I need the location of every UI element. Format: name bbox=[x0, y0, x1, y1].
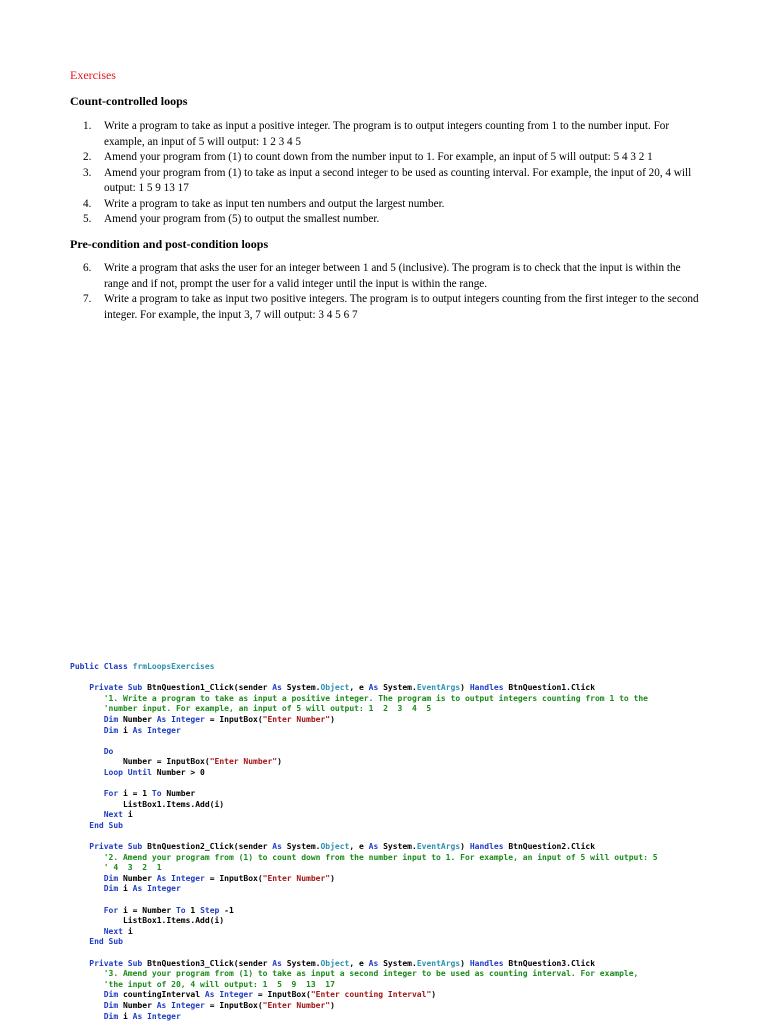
exercise-text: Amend your program from (1) to count down from the number input to 1. For example, an input of 5 will output: 5 4 3 2 1 bbox=[104, 151, 653, 163]
code-text: = InputBox( bbox=[209, 714, 263, 724]
code-keyword: Dim bbox=[103, 714, 123, 724]
code-line bbox=[70, 715, 760, 726]
code-text bbox=[70, 842, 89, 851]
code-text: -1 bbox=[224, 905, 234, 915]
code-line bbox=[70, 726, 760, 737]
code-line bbox=[70, 863, 760, 874]
code-text: BtnQuestion1.Click bbox=[508, 683, 596, 693]
code-text bbox=[70, 853, 104, 862]
code-line bbox=[70, 673, 760, 684]
code-text bbox=[70, 768, 104, 777]
code-keyword: End Sub bbox=[89, 820, 123, 830]
code-text: ) bbox=[460, 958, 470, 968]
code-text bbox=[70, 863, 104, 872]
code-comment: '3. Amend your program from (1) to take as input a second integer to be used as counting interval. For example, bbox=[103, 969, 639, 979]
code-text: BtnQuestion2_Click(sender bbox=[147, 842, 273, 852]
code-text bbox=[70, 704, 104, 713]
code-string: "Enter Number" bbox=[209, 757, 278, 767]
code-text bbox=[70, 810, 104, 819]
exercise-number: 3. bbox=[83, 166, 92, 179]
code-keyword: To bbox=[151, 789, 167, 799]
exercise-text: Amend your program from (1) to take as input a second integer to be used as counting interval. For example, the input of 20, 4 will output: 1 5 9 13 17 bbox=[104, 166, 692, 194]
code-text: i bbox=[122, 1011, 133, 1021]
code-text: System. bbox=[286, 683, 321, 693]
exercise-text: Amend your program from (5) to output the smallest number. bbox=[104, 213, 380, 225]
code-string: "Enter Number" bbox=[262, 873, 331, 883]
code-text: Number bbox=[122, 714, 157, 724]
code-text: i bbox=[127, 926, 133, 936]
code-type: frmLoopsExercises bbox=[132, 662, 215, 671]
exercise-list-pre-post-condition bbox=[70, 261, 700, 323]
code-keyword: As Integer bbox=[132, 1011, 181, 1021]
code-line bbox=[70, 990, 760, 1001]
exercise-item bbox=[70, 166, 700, 197]
code-line bbox=[70, 980, 760, 991]
code-keyword: Loop Until bbox=[103, 767, 157, 777]
code-line bbox=[70, 948, 760, 959]
exercise-item bbox=[70, 261, 700, 292]
code-text: = InputBox( bbox=[209, 873, 263, 883]
code-keyword: Handles bbox=[469, 683, 509, 693]
exercise-item bbox=[70, 212, 700, 228]
code-keyword: Private Sub bbox=[89, 958, 148, 968]
exercise-number: 6. bbox=[83, 262, 92, 274]
code-keyword: As bbox=[368, 683, 384, 693]
exercise-number: 7. bbox=[83, 293, 92, 305]
code-text: Number bbox=[122, 873, 157, 883]
code-text: ) bbox=[460, 842, 470, 852]
code-text bbox=[70, 726, 104, 735]
code-line bbox=[70, 969, 760, 980]
code-text bbox=[70, 683, 89, 692]
code-text: System. bbox=[383, 683, 417, 693]
code-type: EventArgs bbox=[416, 842, 461, 852]
code-keyword: As Integer bbox=[204, 990, 258, 1000]
code-text: = InputBox( bbox=[209, 1001, 263, 1010]
code-text bbox=[70, 874, 104, 883]
code-keyword: Public Class bbox=[70, 662, 133, 671]
code-keyword: Dim bbox=[103, 884, 123, 894]
code-text: System. bbox=[286, 842, 321, 852]
exercises-heading: Exercises bbox=[70, 68, 116, 82]
code-keyword: As Integer bbox=[132, 884, 181, 894]
exercise-number: 5. bbox=[83, 213, 92, 225]
code-text: Number bbox=[122, 1001, 157, 1010]
code-text: System. bbox=[286, 958, 321, 968]
code-text bbox=[70, 980, 104, 989]
code-text: System. bbox=[383, 842, 417, 852]
code-text bbox=[70, 990, 104, 999]
code-text bbox=[70, 927, 104, 936]
code-text bbox=[70, 969, 104, 978]
code-text: , e bbox=[349, 683, 369, 693]
code-keyword: To bbox=[175, 905, 191, 915]
code-keyword: Do bbox=[103, 746, 114, 756]
code-type: EventArgs bbox=[416, 683, 461, 693]
code-keyword: As bbox=[368, 842, 384, 852]
code-text: System. bbox=[383, 958, 417, 968]
code-keyword: For bbox=[103, 905, 123, 915]
code-text bbox=[70, 884, 104, 893]
code-keyword: For bbox=[103, 789, 123, 799]
code-text bbox=[70, 789, 104, 798]
exercise-item bbox=[70, 150, 700, 166]
code-text: i bbox=[127, 810, 133, 820]
code-comment: 'the input of 20, 4 will output: 1 5 9 13 17 bbox=[103, 979, 335, 989]
code-text: Number > 0 bbox=[156, 767, 205, 777]
code-text bbox=[70, 715, 104, 724]
code-keyword: Next bbox=[103, 926, 128, 936]
code-text: i bbox=[122, 884, 133, 894]
code-keyword: Next bbox=[103, 810, 128, 820]
exercise-item bbox=[70, 292, 700, 323]
exercise-number: 1. bbox=[83, 120, 92, 132]
code-comment: '2. Amend your program from (1) to count down from the number input to 1. For example, an input of 5 will output: 5 bbox=[103, 852, 658, 862]
code-keyword: Handles bbox=[469, 842, 509, 852]
code-line bbox=[70, 916, 760, 927]
code-text bbox=[70, 906, 104, 915]
code-line bbox=[70, 800, 760, 811]
code-line bbox=[70, 789, 760, 800]
code-text: ) bbox=[330, 714, 335, 724]
code-comment: 'number input. For example, an input of 5 will output: 1 2 3 4 5 bbox=[103, 704, 432, 714]
code-line bbox=[70, 810, 760, 821]
code-text: = InputBox( bbox=[257, 990, 311, 1000]
code-string: "Enter Number" bbox=[262, 714, 331, 724]
section-title-pre-post-condition: Pre-condition and post-condition loops bbox=[70, 237, 269, 251]
code-text bbox=[70, 1001, 104, 1010]
code-text: BtnQuestion3_Click(sender bbox=[147, 958, 273, 968]
code-type: Object bbox=[320, 683, 350, 693]
code-keyword: As Integer bbox=[156, 873, 210, 883]
code-text: Number = InputBox( bbox=[70, 757, 210, 767]
code-keyword: End Sub bbox=[89, 937, 123, 947]
code-line bbox=[70, 736, 760, 747]
exercise-number: 2. bbox=[83, 151, 92, 163]
section-title-count-controlled: Count-controlled loops bbox=[70, 94, 188, 108]
code-text: BtnQuestion2.Click bbox=[508, 842, 596, 852]
code-line bbox=[70, 906, 760, 917]
code-line bbox=[70, 842, 760, 853]
code-line bbox=[70, 895, 760, 906]
code-text bbox=[70, 959, 89, 968]
code-text: ) bbox=[330, 873, 335, 883]
code-text bbox=[70, 1012, 104, 1021]
code-text: BtnQuestion3.Click bbox=[508, 958, 596, 968]
code-line bbox=[70, 832, 760, 843]
code-type: Object bbox=[320, 842, 350, 852]
code-line bbox=[70, 662, 760, 673]
code-line bbox=[70, 683, 760, 694]
code-keyword: As bbox=[368, 958, 384, 968]
code-text: , e bbox=[349, 958, 369, 968]
code-text: countingInterval bbox=[122, 990, 205, 1000]
exercise-text: Write a program to take as input a positive integer. The program is to output integers counting from 1 to the number input. For example, an input of 5 will output: 1 2 3 4 5 bbox=[104, 120, 670, 148]
code-text bbox=[70, 747, 104, 756]
code-string: "Enter counting Interval" bbox=[310, 990, 432, 1000]
code-line bbox=[70, 927, 760, 938]
code-keyword: As Integer bbox=[156, 714, 210, 724]
code-comment: '1. Write a program to take as input a positive integer. The program is to output integers counting from 1 to the bbox=[103, 693, 648, 703]
exercise-number: 4. bbox=[83, 197, 92, 210]
code-text bbox=[70, 937, 89, 946]
code-text bbox=[70, 821, 89, 830]
code-text: ) bbox=[431, 990, 437, 1000]
code-comment: ' 4 3 2 1 bbox=[103, 863, 162, 873]
code-line bbox=[70, 747, 760, 758]
code-line bbox=[70, 884, 760, 895]
code-keyword: Dim bbox=[103, 1001, 123, 1010]
code-text bbox=[70, 694, 104, 703]
code-keyword: As bbox=[272, 958, 287, 968]
code-text: ListBox1.Items.Add(i) bbox=[70, 799, 225, 809]
code-keyword: Dim bbox=[103, 990, 123, 1000]
code-keyword: As bbox=[272, 842, 287, 852]
exercise-text: Write a program to take as input ten numbers and output the largest number. bbox=[104, 197, 445, 210]
code-keyword: Private Sub bbox=[89, 683, 148, 693]
code-line bbox=[70, 821, 760, 832]
code-keyword: As Integer bbox=[132, 725, 181, 735]
code-text: Number bbox=[166, 789, 196, 799]
code-line bbox=[70, 1012, 760, 1023]
code-line bbox=[70, 779, 760, 790]
code-text: BtnQuestion1_Click(sender bbox=[147, 683, 273, 693]
code-keyword: Step bbox=[200, 905, 225, 915]
code-line bbox=[70, 757, 760, 768]
code-line bbox=[70, 1001, 760, 1012]
code-keyword: Dim bbox=[103, 725, 123, 735]
code-keyword: Handles bbox=[469, 958, 509, 968]
code-text: 1 bbox=[190, 905, 201, 915]
code-text: ) bbox=[277, 757, 282, 767]
code-text: ) bbox=[330, 1001, 335, 1010]
exercise-list-count-controlled bbox=[70, 119, 700, 228]
code-text: i = Number bbox=[122, 905, 176, 915]
code-keyword: Dim bbox=[103, 873, 123, 883]
code-line bbox=[70, 694, 760, 705]
exercise-text: Write a program that asks the user for an integer between 1 and 5 (inclusive). The program is to check that the input is within the range and if not, prompt the user for a valid integer until the input is within the range. bbox=[104, 262, 681, 290]
exercise-text: Write a program to take as input two positive integers. The program is to output integers counting from the first integer to the second integer. For example, the input 3, 7 will output: 3 4 5 6 7 bbox=[104, 293, 699, 321]
code-text: i bbox=[122, 725, 133, 735]
code-text: ) bbox=[460, 683, 470, 693]
code-line bbox=[70, 704, 760, 715]
code-keyword: As Integer bbox=[156, 1001, 210, 1010]
exercise-item bbox=[70, 197, 700, 213]
code-type: EventArgs bbox=[416, 958, 461, 968]
code-line bbox=[70, 768, 760, 779]
code-keyword: Dim bbox=[103, 1011, 123, 1021]
code-listing bbox=[70, 662, 760, 1022]
code-text: ListBox1.Items.Add(i) bbox=[70, 916, 225, 926]
code-keyword: As bbox=[272, 683, 287, 693]
code-line bbox=[70, 959, 760, 970]
code-line bbox=[70, 874, 760, 885]
code-line bbox=[70, 937, 760, 948]
code-text: , e bbox=[349, 842, 369, 852]
code-keyword: Private Sub bbox=[89, 842, 148, 852]
code-line bbox=[70, 853, 760, 864]
code-type: Object bbox=[320, 958, 350, 968]
exercise-item bbox=[70, 119, 700, 150]
code-string: "Enter Number" bbox=[262, 1001, 331, 1010]
code-text: i = 1 bbox=[122, 789, 152, 799]
